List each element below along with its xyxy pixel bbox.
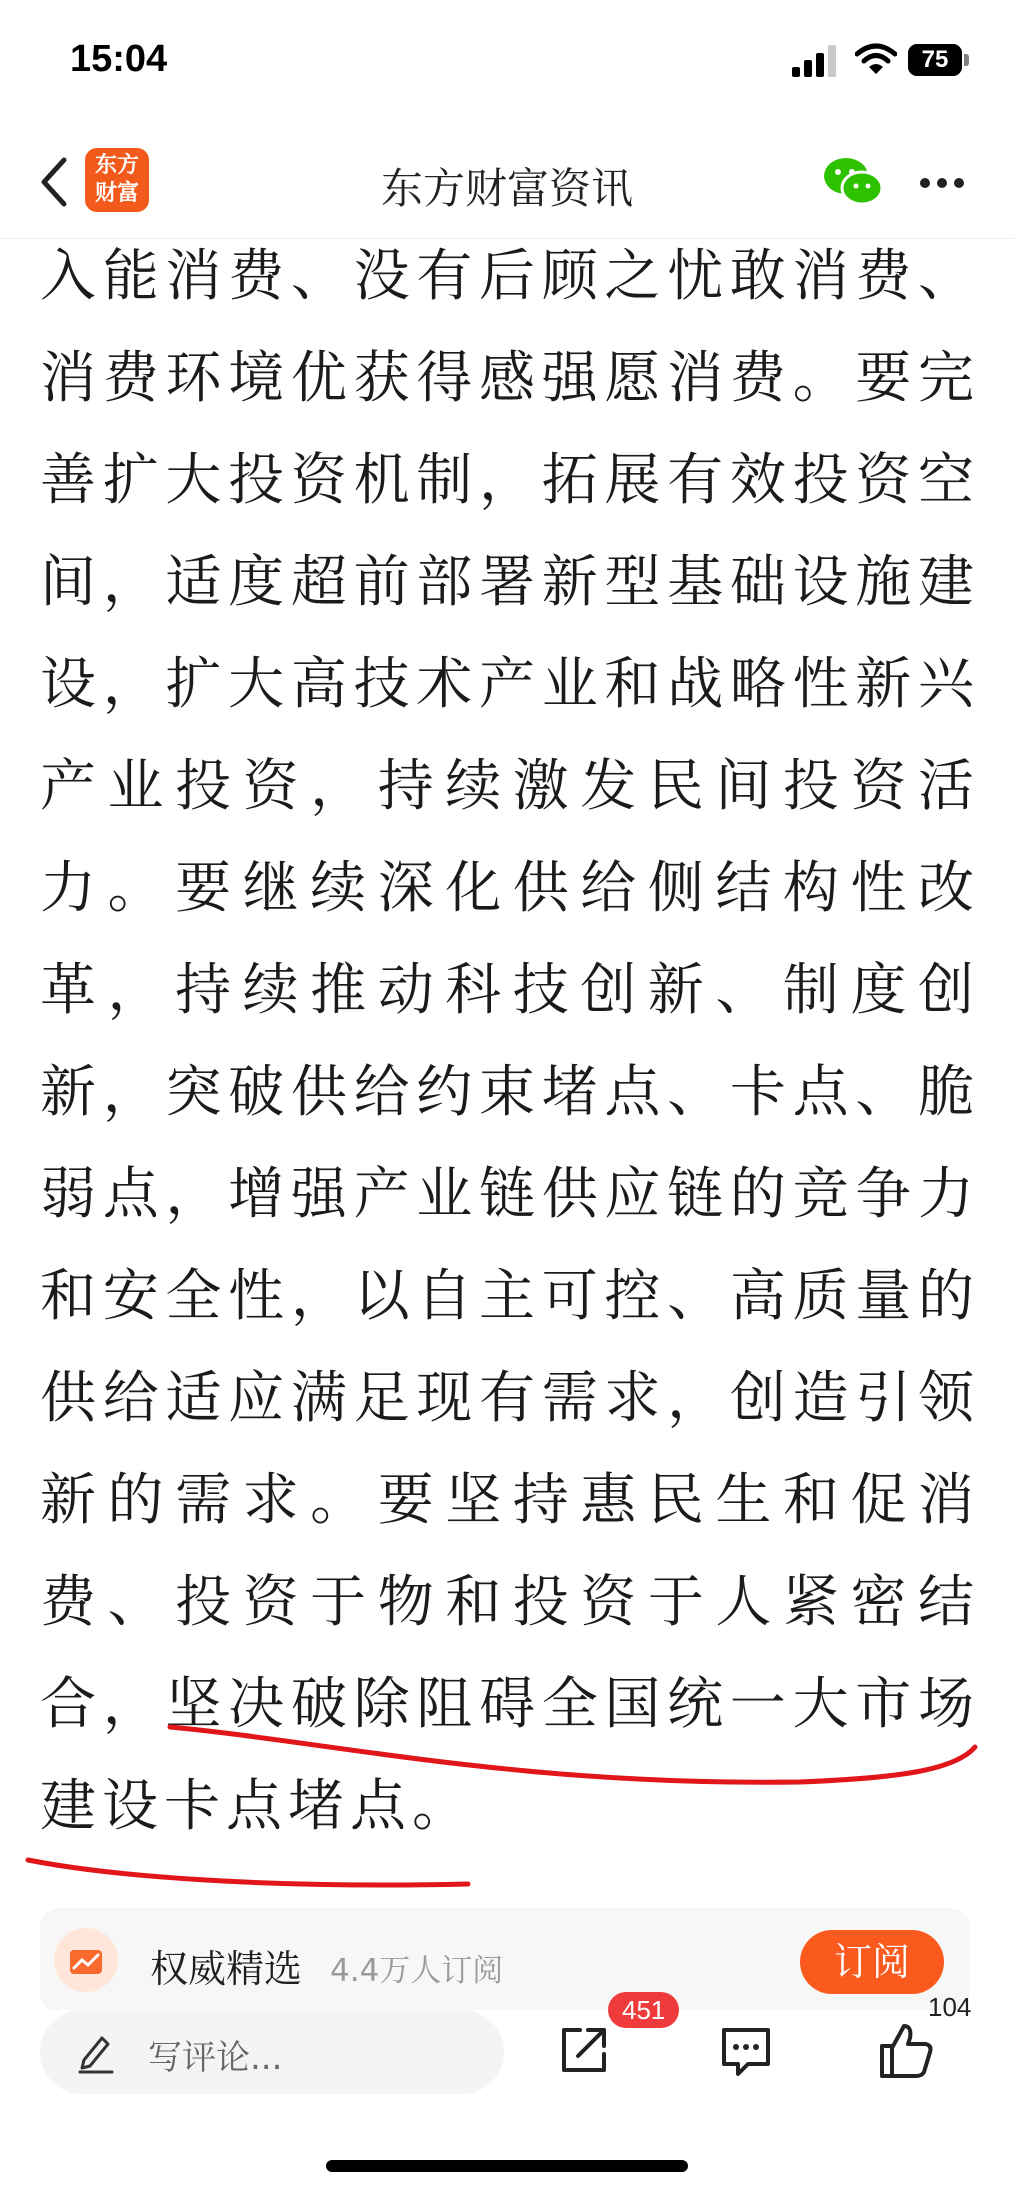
logo-text-bottom: 财富 [94, 181, 139, 206]
subscriber-count: 4.4万人订阅 [330, 1953, 504, 1989]
trend-chart-icon [54, 1928, 118, 1992]
pen-icon [76, 2030, 116, 2074]
wechat-share-icon[interactable] [822, 154, 884, 210]
battery-icon [908, 44, 970, 76]
thumbs-up-icon[interactable] [878, 2020, 934, 2080]
status-bar [0, 0, 1014, 120]
subscription-bar[interactable] [40, 1908, 970, 2012]
status-time: 15:04 [70, 38, 168, 80]
like-count: 104 [928, 1992, 972, 2022]
nav-bar [0, 130, 1014, 239]
share-icon[interactable] [556, 2022, 612, 2078]
home-indicator[interactable] [326, 2160, 688, 2172]
page-title: 东方财富资讯 [380, 164, 633, 213]
article-paragraph: 入能消费、没有后顾之忧敢消费、消费环境优获得感强愿消费。要完善扩大投资机制，拓展有效投资空间，适度超前部署新型基础设施建设，扩大高技术产业和战略性新兴产业投资，持续激发民间投资活力。要继续深化供给侧结构性改革，持续推动科技创新、制度创新，突破供给约束堵点、卡点、脆弱点，增强产业链供应链的竞争力和安全性，以自主可控、高质量的供给适应满足现有需求，创造引领新的需求。要坚持惠民生和促消费、投资于物和投资于人紧密结合，坚决破除阻碍全国统一大市场建设卡点堵点。 [40, 244, 980, 1839]
more-icon[interactable] [918, 176, 966, 190]
comment-icon[interactable] [718, 2024, 774, 2078]
comment-input[interactable] [40, 2010, 504, 2094]
comment-placeholder: 写评论... [148, 2038, 283, 2078]
cellular-signal-icon [792, 45, 838, 77]
logo-text-top: 东方 [94, 153, 139, 178]
channel-name: 权威精选 [150, 1947, 303, 1991]
article-body [40, 226, 980, 1858]
bottom-toolbar [0, 1992, 1014, 2140]
battery-level: 75 [908, 44, 962, 76]
wifi-icon [855, 42, 897, 76]
share-count-badge: 451 [608, 1992, 679, 2028]
subscribe-button[interactable]: 订阅 [800, 1930, 944, 1994]
